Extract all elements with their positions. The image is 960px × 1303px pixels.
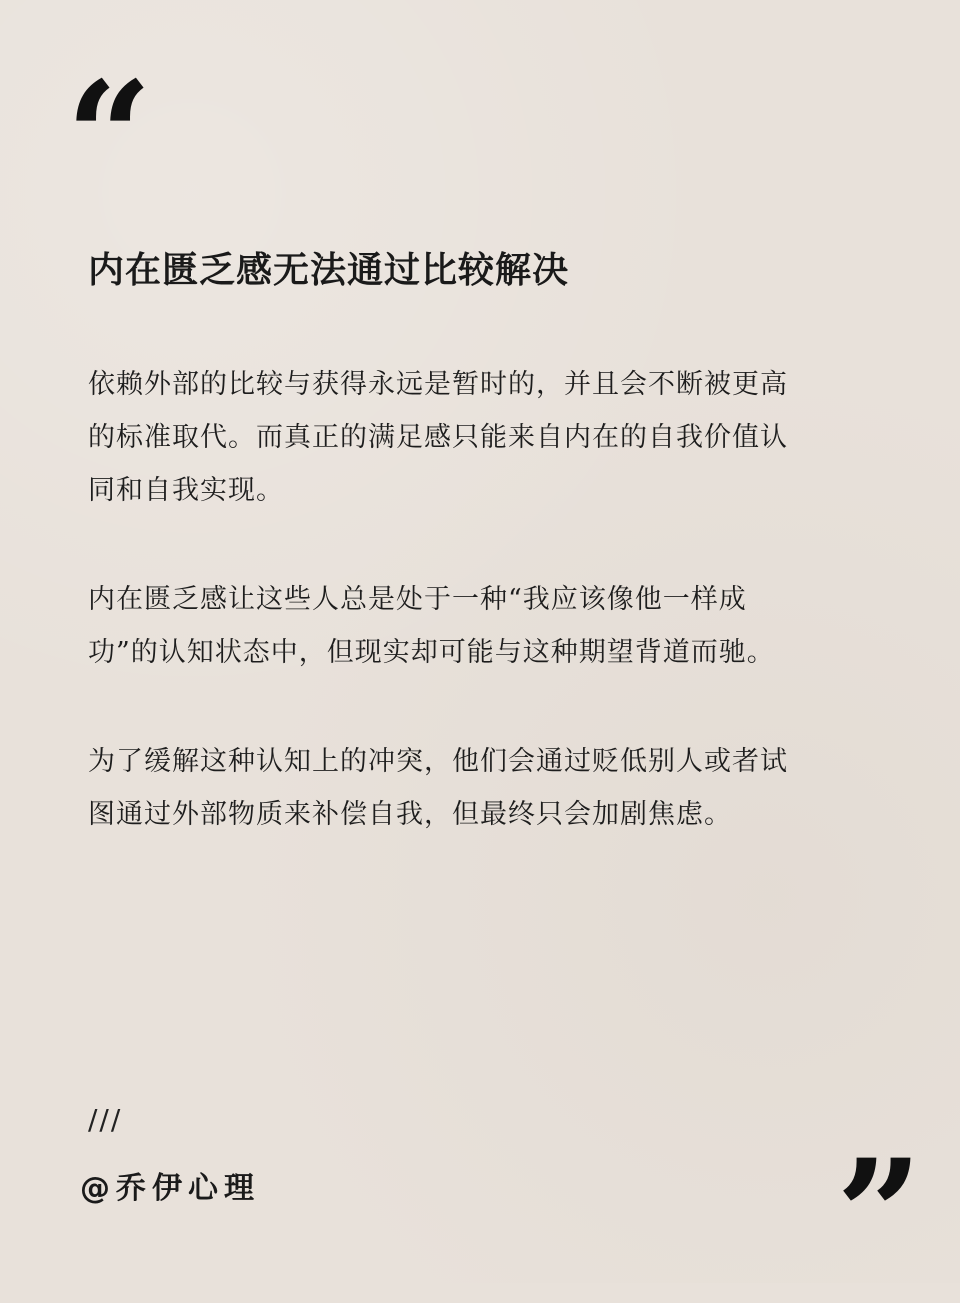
paragraph-1: 依赖外部的比较与获得永远是暂时的，并且会不断被更高的标准取代。而真正的满足感只能来自内在的自我价值认同和自我实现。 bbox=[88, 369, 788, 506]
paragraph-3: 为了缓解这种认知上的冲突，他们会通过贬低别人或者试图通过外部物质来补偿自我，但最终只会加剧焦虑。 bbox=[88, 746, 788, 830]
divider-slashes: /// bbox=[88, 1103, 123, 1136]
article-title: 内在匮乏感无法通过比较解决 bbox=[88, 249, 570, 291]
close-quote-icon: ” bbox=[836, 1127, 917, 1303]
article-body bbox=[88, 358, 808, 897]
author-handle: @乔伊心理 bbox=[80, 1171, 260, 1206]
open-quote-icon: “ bbox=[66, 49, 147, 225]
paragraph-2: 内在匮乏感让这些人总是处于一种“我应该像他一样成功”的认知状态中，但现实却可能与这种期望背道而驰。 bbox=[88, 584, 775, 668]
